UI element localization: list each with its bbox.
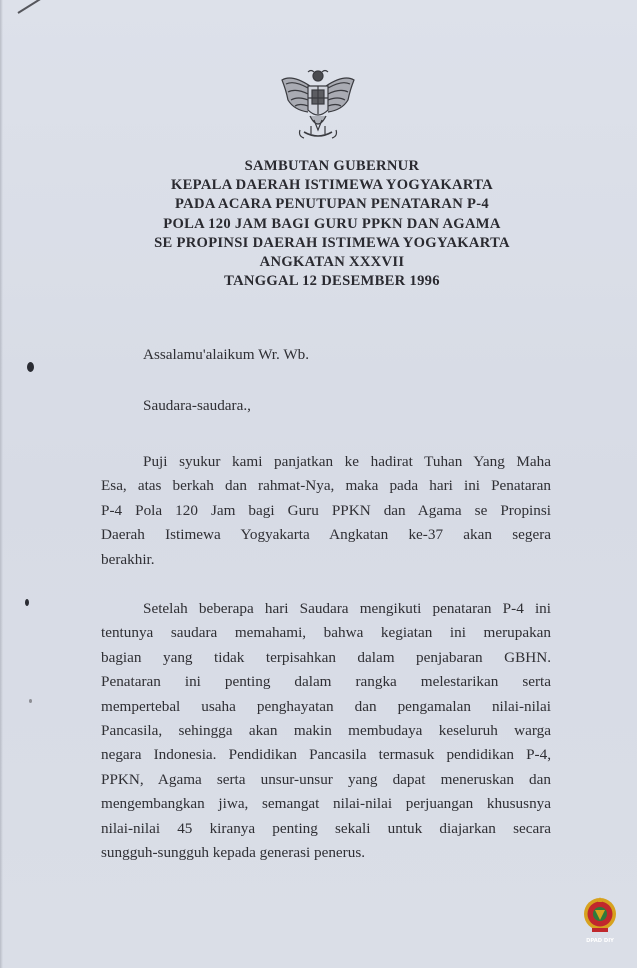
heading-line: SAMBUTAN GUBERNUR	[244, 158, 420, 174]
paragraph-line: Daerah Istimewa Yogyakarta Angkatan ke-37 akan segera	[101, 526, 551, 544]
paragraph-line: Pancasila, sehingga akan makin membudaya keseluruh warga	[101, 722, 551, 740]
paragraph-line: P-4 Pola 120 Jam bagi Guru PPKN dan Agama se Propinsi	[101, 501, 551, 519]
heading-line: KEPALA DAERAH ISTIMEWA YOGYAKARTA	[171, 177, 493, 194]
paragraph-line: Esa, atas berkah dan rahmat-Nya, maka pada hari ini Penataran	[101, 477, 551, 495]
paragraph-line: mempertebal usaha penghayatan dan pengamalan nilai-nilai	[101, 697, 551, 715]
paragraph-line: Puji syukur kami panjatkan ke hadirat Tuhan Yang Maha	[143, 453, 551, 470]
punch-hole-mark	[29, 699, 32, 703]
heading-line: TANGGAL 12 DESEMBER 1996	[224, 273, 440, 290]
heading-line: POLA 120 JAM BAGI GURU PPKN DAN AGAMA	[163, 215, 501, 232]
garuda-emblem-icon	[278, 66, 358, 150]
paragraph-line: Setelah beberapa hari Saudara mengikuti penataran P-4 ini	[143, 600, 551, 617]
heading-line: PADA ACARA PENUTUPAN PENATARAN P-4	[175, 196, 489, 213]
archive-logo-text: DPAD DIY	[586, 938, 614, 944]
paragraph-line: bagian yang tidak terpisahkan dalam penjabaran GBHN.	[101, 648, 551, 666]
paragraph-line: Penataran ini penting dalam rangka melestarikan serta	[101, 673, 551, 691]
paragraph-line: negara Indonesia. Pendidikan Pancasila termasuk pendidikan P-4,	[101, 746, 551, 764]
paragraph-1	[101, 450, 551, 572]
heading-line: ANGKATAN XXXVII	[259, 254, 405, 271]
punch-hole-mark	[27, 362, 34, 372]
archive-logo-icon	[578, 892, 622, 952]
paragraph-line: PPKN, Agama serta unsur-unsur yang dapat meneruskan dan	[101, 770, 551, 788]
paragraph-line: sungguh-sungguh kepada generasi penerus.	[101, 844, 366, 862]
document-heading	[100, 157, 564, 291]
page-edge-shadow	[0, 0, 3, 968]
greeting: Assalamu'alaikum Wr. Wb.	[143, 346, 310, 363]
pen-mark	[17, 0, 49, 14]
paragraph-line: nilai-nilai 45 kiranya penting sekali untuk diajarkan secara	[101, 819, 551, 837]
paragraph-line: berakhir.	[101, 550, 155, 568]
paragraph-line: tentunya saudara memahami, bahwa kegiatan ini merupakan	[101, 624, 551, 642]
paragraph-2	[101, 597, 551, 865]
heading-line: SE PROPINSI DAERAH ISTIMEWA YOGYAKARTA	[154, 234, 510, 251]
paragraph-line: mengembangkan jiwa, semangat nilai-nilai perjuangan khususnya	[101, 795, 551, 813]
address-line: Saudara-saudara.,	[143, 397, 251, 414]
punch-hole-mark	[25, 599, 29, 606]
